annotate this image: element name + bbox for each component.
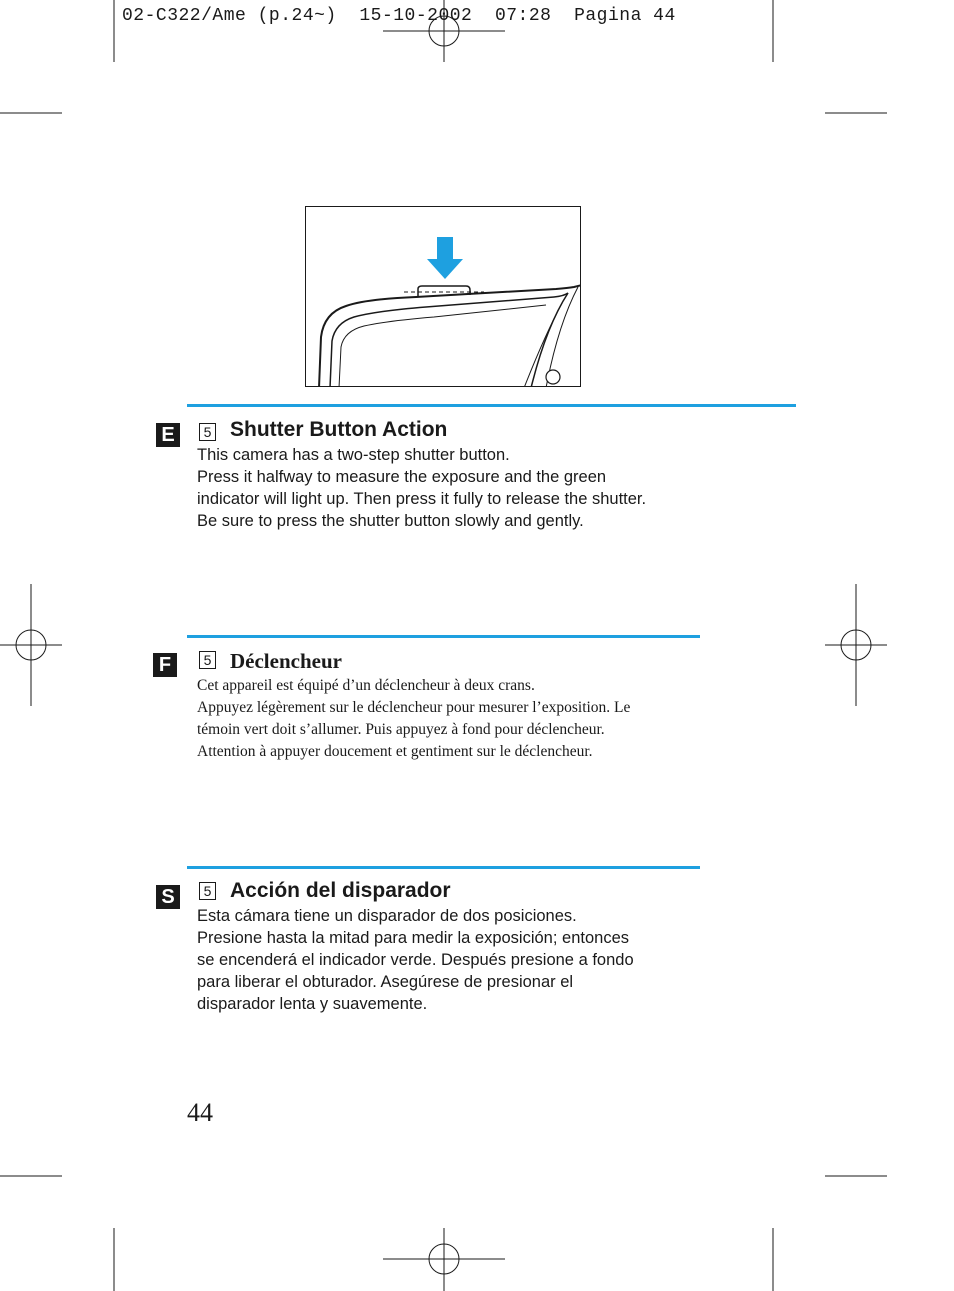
body-line: Press it halfway to measure the exposure and the green xyxy=(197,468,607,486)
body-line: se encenderá el indicador verde. Después presione a fondo xyxy=(197,951,634,969)
body-line: disparador lenta y suavemente. xyxy=(197,995,428,1013)
section-body-english xyxy=(197,444,646,532)
language-badge-spanish: S xyxy=(156,885,180,909)
language-badge-french: F xyxy=(153,653,177,677)
body-line: Presione hasta la mitad para medir la exposición; entonces xyxy=(197,929,629,947)
section-body-spanish xyxy=(197,905,634,1015)
section-number-spanish: 5 xyxy=(199,882,216,900)
body-line: Attention à appuyer doucement et gentiment sur le déclencheur. xyxy=(197,743,593,760)
section-number-english: 5 xyxy=(199,423,216,441)
print-slug: 02-C322/Ame (p.24~) 15-10-2002 07:28 Pagina 44 xyxy=(122,6,676,26)
body-line: Appuyez légèrement sur le déclencheur pour mesurer l’exposition. Le xyxy=(197,699,631,716)
body-line: Esta cámara tiene un disparador de dos posiciones. xyxy=(197,907,577,925)
section-rule-spanish xyxy=(187,866,700,869)
page-number: 44 xyxy=(187,1098,213,1127)
body-line: Cet appareil est équipé d’un déclencheur à deux crans. xyxy=(197,677,535,694)
section-title-french: Déclencheur xyxy=(230,649,342,673)
body-line: Be sure to press the shutter button slowly and gently. xyxy=(197,512,584,530)
section-number-french: 5 xyxy=(199,651,216,669)
body-line: indicator will light up. Then press it fully to release the shutter. xyxy=(197,490,647,508)
camera-drawing xyxy=(306,207,581,387)
body-line: This camera has a two-step shutter button. xyxy=(197,446,510,464)
section-rule-french xyxy=(187,635,700,638)
section-body-french xyxy=(197,675,630,763)
shutter-illustration xyxy=(305,206,581,387)
body-line: témoin vert doit s’allumer. Puis appuyez à fond pour déclencheur. xyxy=(197,721,605,738)
press-arrow-icon xyxy=(427,237,463,279)
section-title-english: Shutter Button Action xyxy=(230,418,448,441)
language-badge-english: E xyxy=(156,423,180,447)
section-rule-english xyxy=(187,404,796,407)
body-line: para liberar el obturador. Asegúrese de presionar el xyxy=(197,973,574,991)
section-title-spanish: Acción del disparador xyxy=(230,879,451,902)
